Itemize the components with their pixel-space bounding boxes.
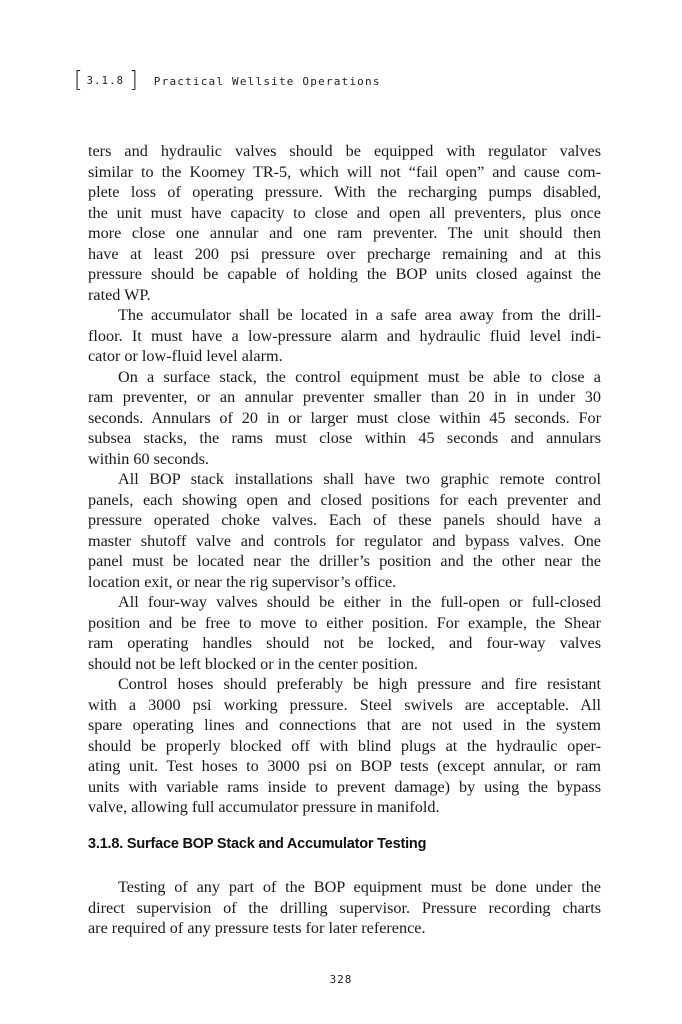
section-heading: 3.1.8. Surface BOP Stack and Accumulator Testing [88, 836, 427, 852]
page-number: 328 [329, 973, 353, 986]
text-line: have at least 200 psi pressure over precharge remaining and at this [88, 244, 601, 263]
text-line: are required of any pressure tests for later reference. [88, 919, 426, 937]
text-line: location exit, or near the rig supervisor’s office. [88, 572, 397, 591]
text-line: should be properly blocked off with blind plugs at the hydraulic oper- [88, 736, 601, 755]
text-line: with a 3000 psi working pressure. Steel swivels are acceptable. All [88, 695, 601, 714]
text-line: spare operating lines and connections that are not used in the system [88, 716, 601, 734]
body-text [88, 141, 601, 818]
text-line: pressure operated choke valves. Each of these panels should have a [88, 511, 601, 529]
text-line: plete loss of operating pressure. With the recharging pumps disabled, [88, 183, 601, 201]
text-line: Control hoses should preferably be high pressure and fire resistant [118, 675, 601, 693]
text-line: units with variable rams inside to prevent damage) by using the bypass [88, 777, 601, 796]
text-line: The accumulator shall be located in a safe area away from the drill- [118, 306, 601, 324]
right-bracket: ] [129, 68, 138, 93]
text-line: seconds. Annulars of 20 in or larger must close within 45 seconds. For [88, 408, 601, 427]
left-bracket: [ [74, 68, 83, 93]
text-line: ating unit. Test hoses to 3000 psi on BOP tests (except annular, or ram [88, 757, 601, 775]
text-line: panels, each showing open and closed positions for each preventer and [88, 490, 601, 509]
running-head [74, 66, 381, 96]
text-line: similar to the Koomey TR-5, which will not “fail open” and cause com- [88, 162, 601, 181]
book-title: Practical Wellsite Operations [153, 74, 381, 88]
text-line: rated WP. [88, 285, 151, 304]
text-line: Testing of any part of the BOP equipment must be done under the [118, 878, 601, 896]
text-line: ters and hydraulic valves should be equipped with regulator valves [88, 142, 601, 160]
section-number: 3.1.8 [86, 75, 125, 87]
text-line: ram preventer, or an annular preventer smaller than 20 in in under 30 [88, 388, 601, 406]
text-line: the unit must have capacity to close and open all preventers, plus once [88, 203, 601, 222]
text-line: All four-way valves should be either in the full-open or full-closed [118, 593, 601, 611]
text-line: ram operating handles should not be locked, and four-way valves [88, 634, 601, 652]
text-line: floor. It must have a low-pressure alarm and hydraulic fluid level indi- [88, 326, 601, 345]
text-line: should not be left blocked or in the center position. [88, 654, 418, 673]
text-line: panel must be located near the driller’s position and the other near the [88, 552, 601, 570]
text-line: more close one annular and one ram preventer. The unit should then [88, 224, 601, 242]
text-line: within 60 seconds. [88, 449, 209, 468]
text-line: master shutoff valve and controls for regulator and bypass valves. One [88, 531, 601, 550]
text-line: pressure should be capable of holding the BOP units closed against the [88, 265, 601, 283]
text-line: subsea stacks, the rams must close within 45 seconds and annulars [88, 429, 601, 447]
text-line: All BOP stack installations shall have two graphic remote control [118, 470, 601, 488]
section-text [88, 877, 601, 939]
text-line: direct supervision of the drilling supervisor. Pressure recording charts [88, 898, 601, 917]
text-line: position and be free to move to either position. For example, the Shear [88, 613, 601, 632]
text-line: cator or low-fluid level alarm. [88, 347, 283, 365]
text-line: valve, allowing full accumulator pressure in manifold. [88, 798, 440, 816]
text-line: On a surface stack, the control equipment must be able to close a [118, 367, 601, 386]
